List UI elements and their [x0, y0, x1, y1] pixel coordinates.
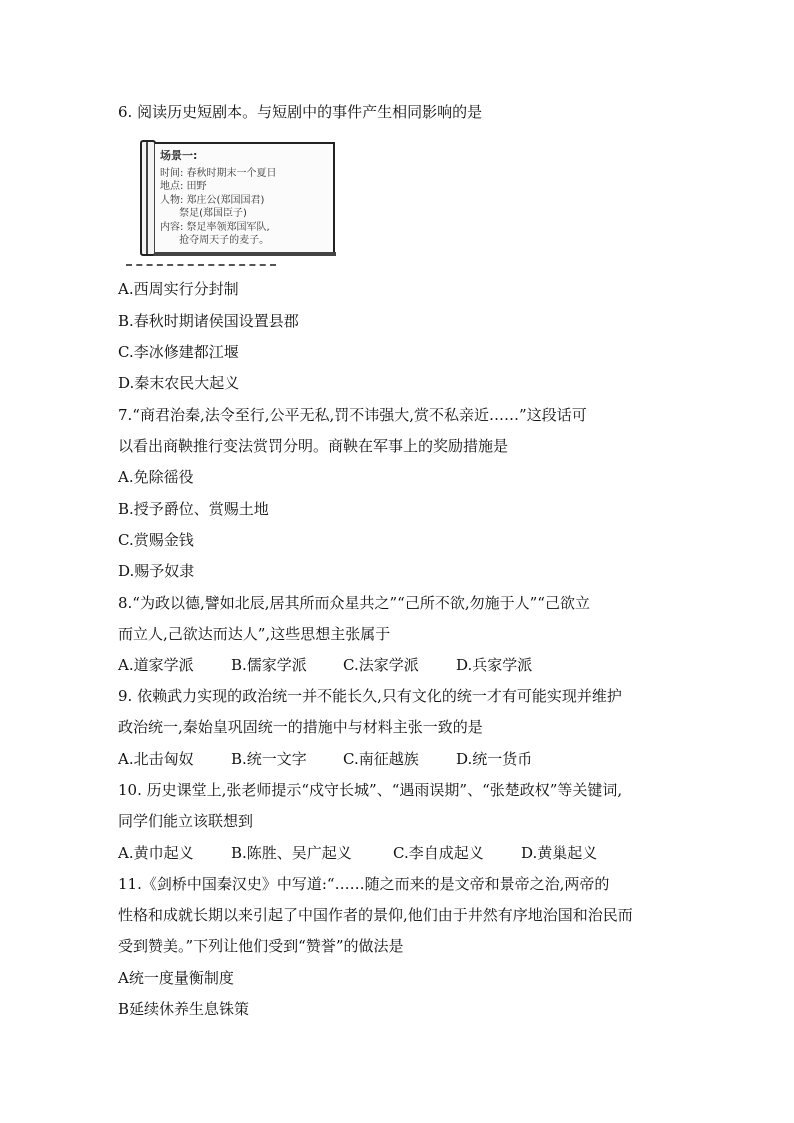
scroll-shadow	[154, 252, 336, 256]
q7-stem-line-1: 7.“商君治秦,法令至行,公平无私,罚不讳强大,赏不私亲近……”这段话可	[118, 406, 587, 424]
q11-stem-line-3: 受到赞美。”下列让他们受到“赞誉”的做法是	[118, 937, 404, 955]
q11-stem-line-1: 11.《剑桥中国秦汉史》中写道:“……随之而来的是文帝和景帝之治,两帝的	[118, 875, 610, 893]
q6-option-b: B.春秋时期诸侯国设置县郡	[118, 312, 299, 330]
q10-option-c: C.李自成起义	[393, 844, 484, 862]
q10-option-b: B.陈胜、吴广起义	[231, 844, 352, 862]
q8-option-c: C.法家学派	[343, 656, 419, 674]
q8-option-a: A.道家学派	[118, 656, 194, 674]
q9-option-c: C.南征越族	[343, 750, 419, 768]
q11-stem-line-2: 性格和成就长期以来引起了中国作者的景仰,他们由于井然有序地治国和治民而	[118, 906, 633, 924]
scroll-heading: 场景一:	[160, 149, 198, 162]
scroll-line: 内容: 祭足率领郑国军队,	[160, 222, 270, 233]
q9-stem-line-1: 9. 依赖武力实现的政治统一并不能长久,只有文化的统一才有可能实现并维护	[118, 687, 622, 705]
q7-option-c: C.赏赐金钱	[118, 531, 194, 549]
q9-option-b: B.统一文字	[231, 750, 307, 768]
q7-option-a: A.免除徭役	[118, 468, 194, 486]
q9-stem-line-2: 政治统一,秦始皇巩固统一的措施中与材料主张一致的是	[118, 718, 483, 736]
q10-stem-line-2: 同学们能立该联想到	[118, 812, 254, 830]
q10-option-d: D.黄巢起义	[521, 844, 598, 862]
scroll-line: 祭足(郑国臣子)	[160, 208, 247, 219]
q8-stem-line-2: 而立人,己欲达而达人”,这些思想主张属于	[118, 625, 391, 643]
q10-option-a: A.黄巾起义	[118, 844, 194, 862]
cropped-text-fragment	[126, 264, 276, 270]
q7-option-b: B.授予爵位、赏赐土地	[118, 500, 269, 518]
q11-option-b: B延续休养生息铢策	[118, 1000, 250, 1018]
q9-option-d: D.统一货币	[456, 750, 533, 768]
q8-option-d: D.兵家学派	[456, 656, 533, 674]
q7-option-d: D.赐予奴隶	[118, 562, 195, 580]
q8-option-b: B.儒家学派	[231, 656, 307, 674]
q6-stem: 6. 阅读历史短剧本。与短剧中的事件产生相同影响的是	[118, 103, 483, 121]
q9-option-a: A.北击匈奴	[118, 750, 194, 768]
scroll-line: 时间: 春秋时期末一个夏日	[160, 168, 277, 179]
q11-option-a: A统一度量衡制度	[118, 969, 234, 987]
q8-stem-line-1: 8.“为政以德,譬如北辰,居其所而众星共之”“己所不欲,勿施于人”“己欲立	[118, 594, 590, 612]
scroll-line: 抢夺周天子的麦子。	[160, 235, 270, 246]
q7-stem-line-2: 以看出商鞅推行变法赏罚分明。商鞅在军事上的奖励措施是	[118, 437, 509, 455]
script-scroll-image	[140, 138, 336, 256]
q6-option-a: A.西周实行分封制	[118, 280, 239, 298]
q6-option-d: D.秦末农民大起义	[118, 374, 240, 392]
q10-stem-line-1: 10. 历史课堂上,张老师提示“戍守长城”、“遇雨误期”、“张楚政权”等关键词,	[118, 781, 623, 799]
scroll-line: 地点: 田野	[160, 181, 207, 192]
q6-option-c: C.李冰修建都江堰	[118, 343, 239, 361]
scroll-line: 人物: 郑庄公(郑国国君)	[160, 195, 265, 206]
